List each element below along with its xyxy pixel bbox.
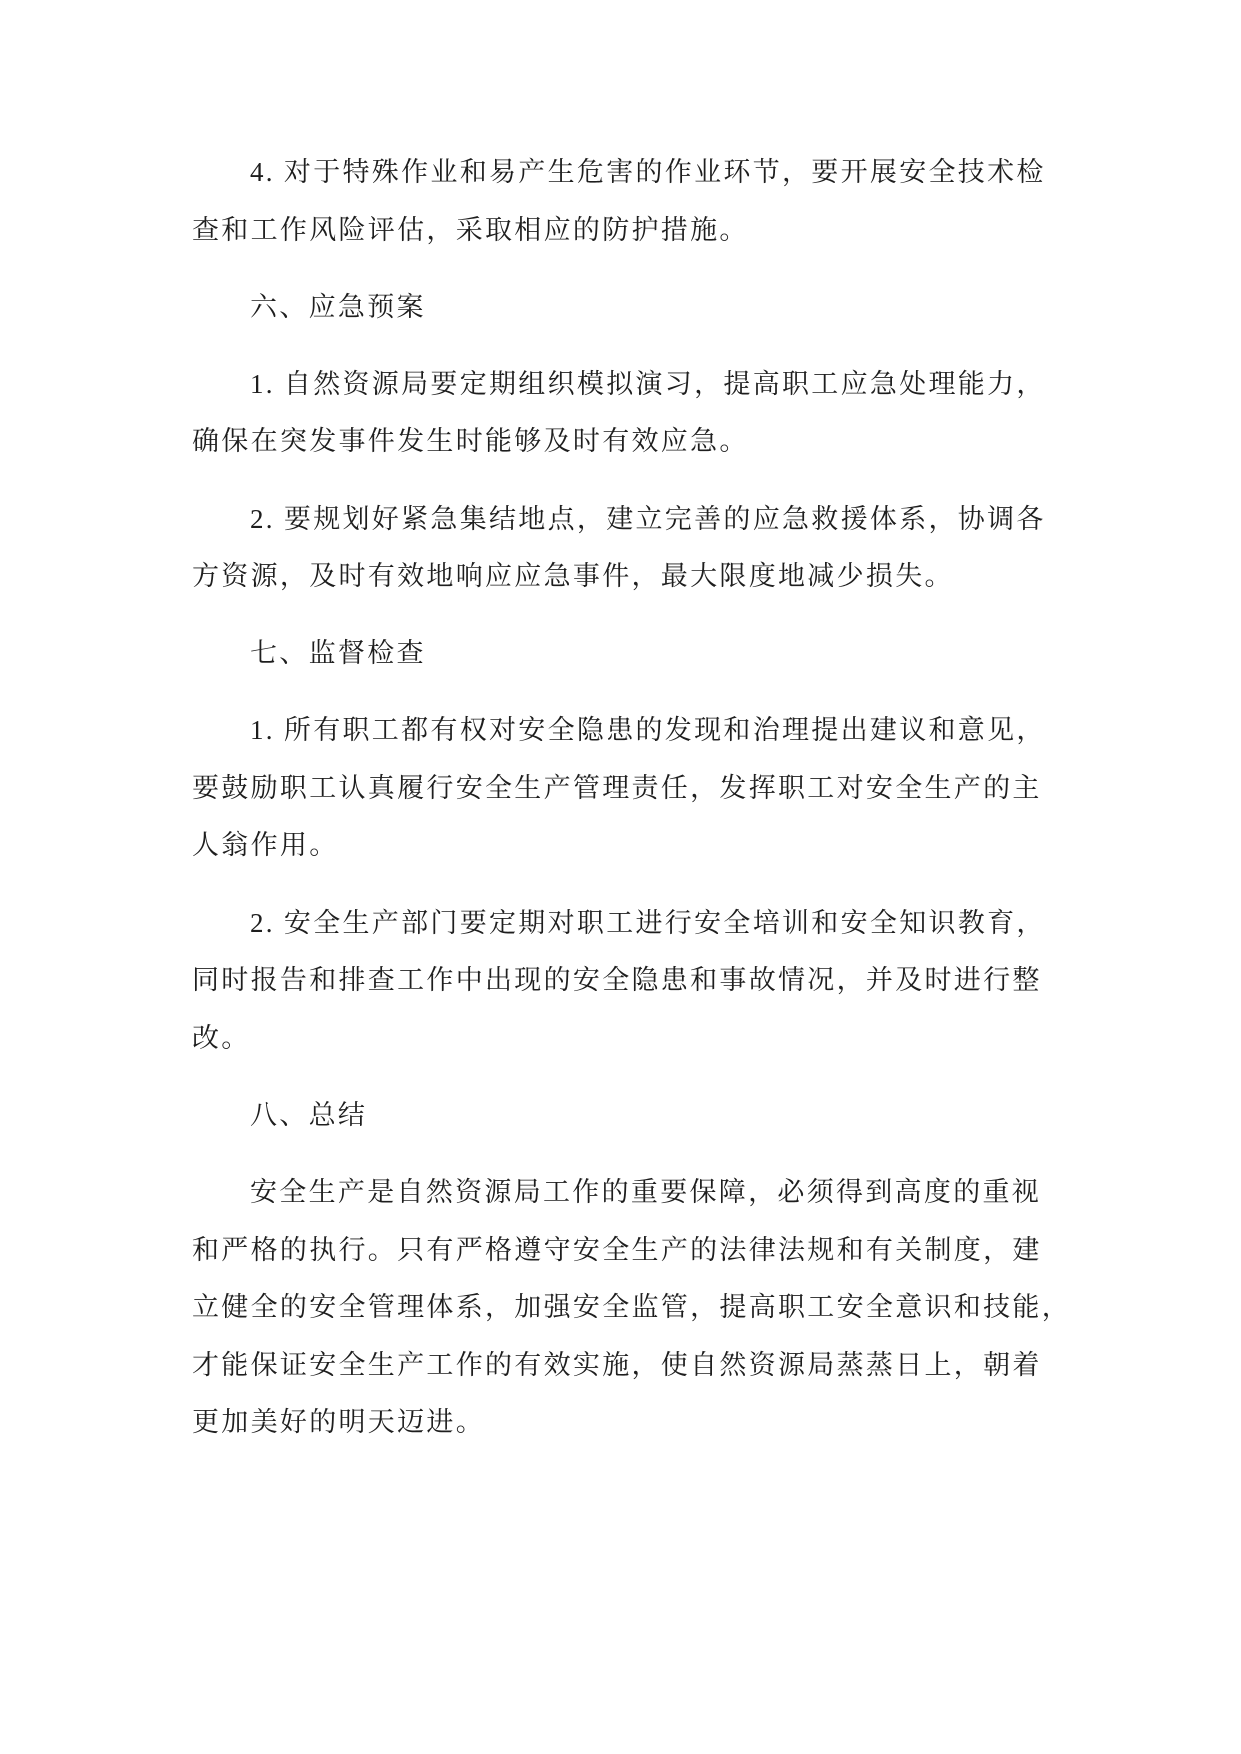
text-line: 2. 安全生产部门要定期对职工进行安全培训和安全知识教育， [250,907,1046,938]
text-line: 立健全的安全管理体系，加强安全监管，提高职工安全意识和技能， [192,1292,1071,1322]
text-line: 1. 所有职工都有权对安全隐患的发现和治理提出建议和意见， [250,715,1046,746]
paragraph-summary [192,1164,1241,1452]
text-line: 更加美好的明天迈进。 [192,1407,485,1437]
heading-text: 七、监督检查 [250,638,426,669]
text-line: 1. 自然资源局要定期组织模拟演习，提高职工应急处理能力， [250,368,1046,399]
text-line: 4. 对于特殊作业和易产生危害的作业环节，要开展安全技术检 [250,157,1046,187]
paragraph-item-1-staff-rights [192,702,1241,875]
text-line: 才能保证安全生产工作的有效实施，使自然资源局蒸蒸日上，朝着 [192,1349,1042,1380]
section-heading-emergency-plan [192,279,1241,337]
paragraph-item-4-special-operations [192,144,1241,259]
text-line: 要鼓励职工认真履行安全生产管理责任，发挥职工对安全生产的主 [192,772,1042,803]
text-line: 同时报告和排查工作中出现的安全隐患和事故情况，并及时进行整 [192,965,1042,996]
text-line: 查和工作风险评估，采取相应的防护措施。 [192,214,749,245]
text-line: 2. 要规划好紧急集结地点，建立完善的应急救援体系，协调各 [250,503,1046,534]
paragraph-item-1-drills [192,356,1241,471]
paragraph-item-2-assembly-points [192,491,1241,606]
text-line: 安全生产是自然资源局工作的重要保障，必须得到高度的重视 [250,1177,1042,1207]
text-line: 确保在突发事件发生时能够及时有效应急。 [192,426,749,457]
text-line: 方资源，及时有效地响应应急事件，最大限度地减少损失。 [192,561,954,592]
text-line: 改。 [192,1022,251,1053]
section-heading-supervision [192,625,1241,683]
text-line: 人翁作用。 [192,830,339,861]
section-heading-summary [192,1087,1241,1145]
heading-text: 六、应急预案 [250,291,426,322]
paragraph-item-2-training [192,895,1241,1068]
text-line: 和严格的执行。只有严格遵守安全生产的法律法规和有关制度，建 [192,1234,1042,1265]
heading-text: 八、总结 [250,1099,368,1130]
